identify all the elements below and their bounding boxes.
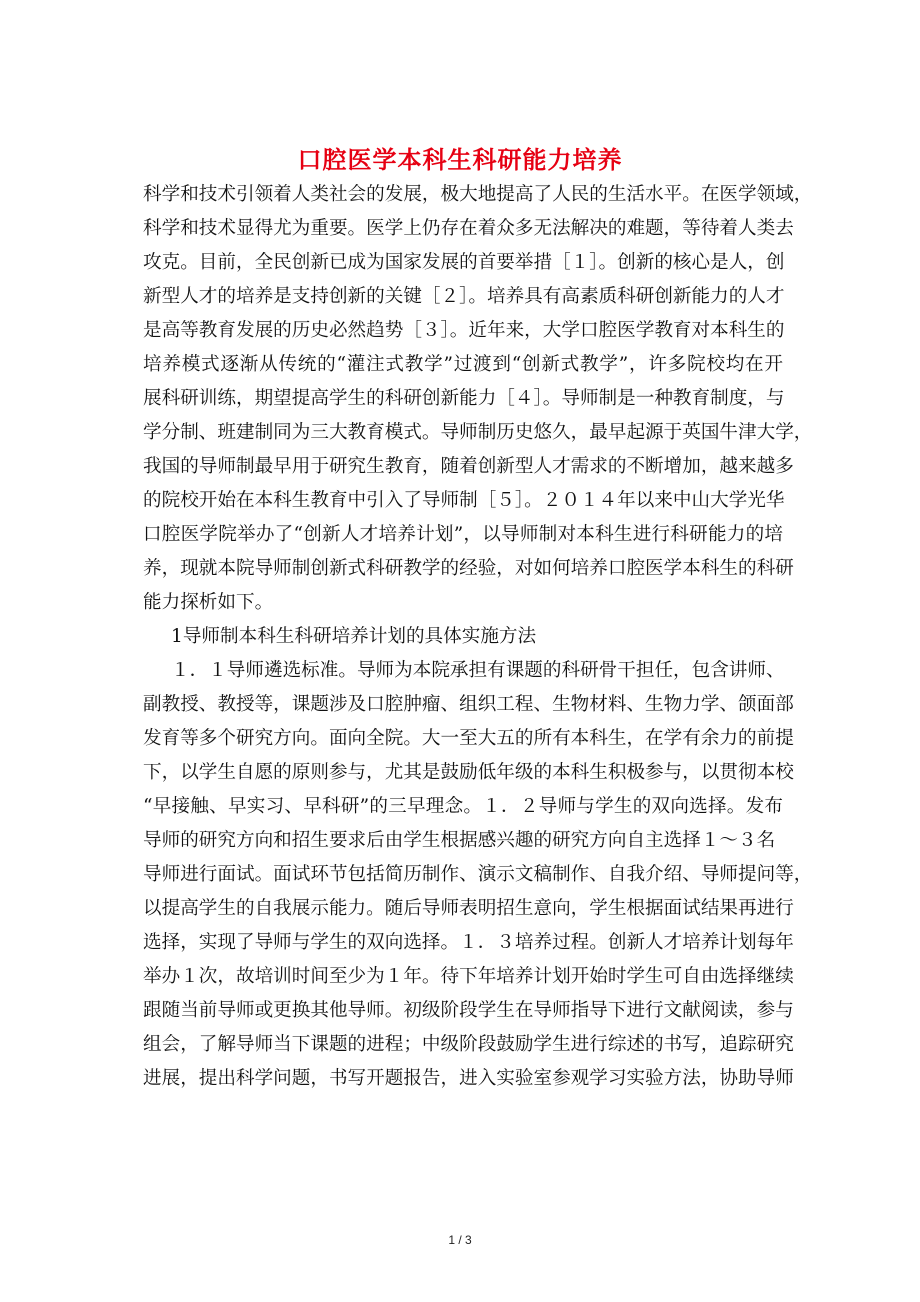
- body-line: 进展，提出科学问题，书写开题报告，进入实验室参观学习实验方法，协助导师: [143, 1068, 794, 1089]
- body-line: 科学和技术显得尤为重要。医学上仍存在着众多无法解决的难题，等待着人类去: [143, 218, 794, 239]
- body-line: 学分制、班建制同为三大教育模式。导师制历史悠久，最早起源于英国牛津大学，: [143, 422, 813, 443]
- body-line: 下，以学生自愿的原则参与，尤其是鼓励低年级的本科生积极参与，以贯彻本校: [143, 762, 794, 783]
- body-line: 副教授、教授等，课题涉及口腔肿瘤、组织工程、生物材料、生物力学、颌面部: [143, 694, 794, 715]
- body-line: 发育等多个研究方向。面向全院。大一至大五的所有本科生，在学有余力的前提: [143, 728, 794, 749]
- body-line: 导师进行面试。面试环节包括简历制作、演示文稿制作、自我介绍、导师提问等，: [143, 864, 813, 885]
- page-indicator: 1 / 3: [448, 1233, 472, 1247]
- body-line: “早接触、早实习、早科研”的三早理念。１．２导师与学生的双向选择。发布: [143, 796, 783, 817]
- body-line: 导师的研究方向和招生要求后由学生根据感兴趣的研究方向自主选择１～３名: [143, 830, 776, 851]
- body-line: 口腔医学院举办了“创新人才培养计划”，以导师制对本科生进行科研能力的培: [143, 524, 783, 545]
- section-heading: 1导师制本科生科研培养计划的具体实施方法: [171, 626, 537, 647]
- body-line: 是高等教育发展的历史必然趋势［３］。近年来，大学口腔医学教育对本科生的: [143, 320, 785, 341]
- body-line: １．１导师遴选标准。导师为本院承担有课题的科研骨干担任，包含讲师、: [171, 660, 785, 681]
- body-line: 攻克。目前，全民创新已成为国家发展的首要举措［１］。创新的核心是人，创: [143, 252, 785, 273]
- body-line: 科学和技术引领着人类社会的发展，极大地提高了人民的生活水平。在医学领域，: [143, 184, 813, 205]
- body-line: 我国的导师制最早用于研究生教育，随着创新型人才需求的不断增加，越来越多: [143, 456, 794, 477]
- body-line: 能力探析如下。: [143, 592, 274, 613]
- body-line: 举办１次，故培训时间至少为１年。待下年培养计划开始时学生可自由选择继续: [143, 966, 794, 987]
- body-line: 的院校开始在本科生教育中引入了导师制［５］。２０１４年以来中山大学光华: [143, 490, 785, 511]
- body-line: 以提高学生的自我展示能力。随后导师表明招生意向，学生根据面试结果再进行: [143, 898, 794, 919]
- body-line: 跟随当前导师或更换其他导师。初级阶段学生在导师指导下进行文献阅读，参与: [143, 1000, 794, 1021]
- body-line: 组会，了解导师当下课题的进程；中级阶段鼓励学生进行综述的书写，追踪研究: [143, 1034, 794, 1055]
- document-title: 口腔医学本科生科研能力培养: [297, 145, 623, 174]
- body-line: 展科研训练，期望提高学生的科研创新能力［４］。导师制是一种教育制度，与: [143, 388, 785, 409]
- body-line: 养，现就本院导师制创新式科研教学的经验，对如何培养口腔医学本科生的科研: [143, 558, 794, 579]
- body-line: 选择，实现了导师与学生的双向选择。１．３培养过程。创新人才培养计划每年: [143, 932, 794, 953]
- body-line: 培养模式逐渐从传统的“灌注式教学”过渡到“创新式教学”，许多院校均在开: [143, 354, 783, 375]
- body-line: 新型人才的培养是支持创新的关键［２］。培养具有高素质科研创新能力的人才: [143, 286, 785, 307]
